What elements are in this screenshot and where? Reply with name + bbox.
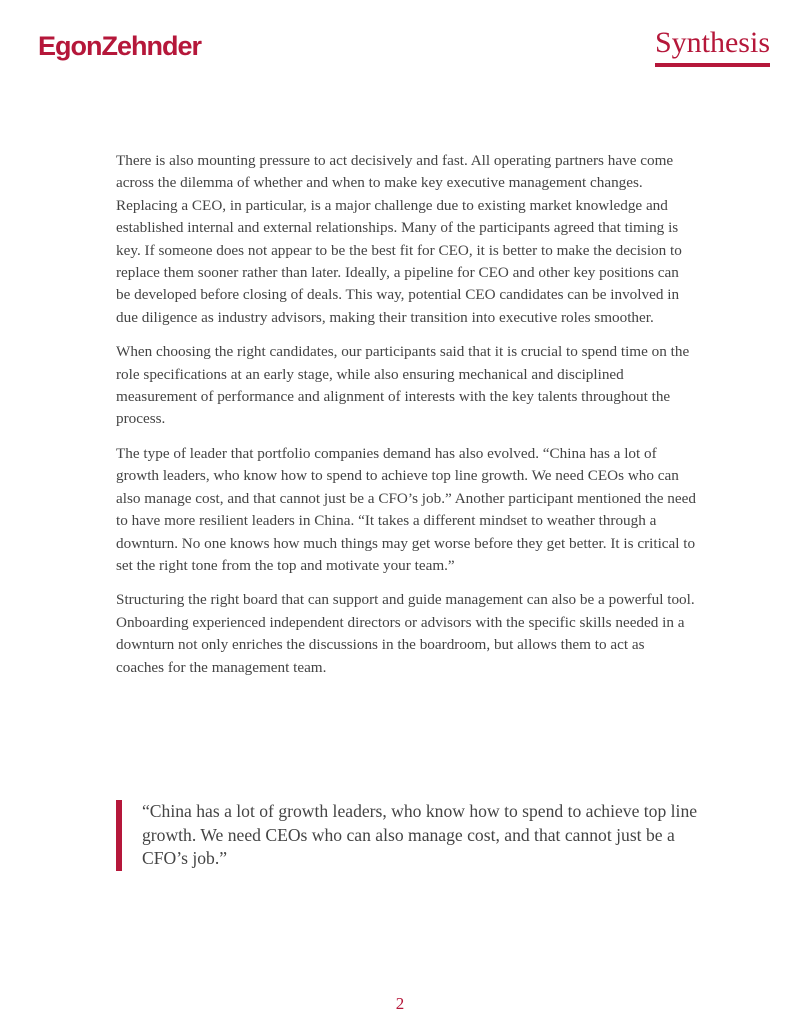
publication-header bbox=[655, 26, 770, 67]
publication-underline bbox=[655, 63, 770, 67]
paragraph: When choosing the right candidates, our participants said that it is crucial to spend time on the role specifications at an early stage, while also ensuring mechanical and disciplined measurement of performance and alignment of interests with the key talents throughout the process. bbox=[116, 343, 690, 428]
publication-title: Synthesis bbox=[654, 26, 770, 59]
paragraph: Structuring the right board that can support and guide management can also be a powerful tool. Onboarding experienced independent directors or advisors with the specific skills needed in a downturn not only enriches the discussions in the boardroom, but allows them to act as coaches for the management team. bbox=[116, 591, 695, 676]
paragraph: There is also mounting pressure to act decisively and fast. All operating partners have come across the dilemma of whether and when to make key executive management changes. Replacing a CEO, in particular, is a major challenge due to existing market knowledge and established internal and external relationships. Many of the participants agreed that timing is key. If someone does not appear to be the best fit for CEO, it is better to make the decision to replace them sooner rather than later. Ideally, a pipeline for CEO and other key positions can be developed before closing of deals. This way, potential CEO candidates can be involved in due diligence as industry advisors, making their transition into executive roles smoother. bbox=[116, 152, 682, 326]
pull-quote bbox=[116, 800, 702, 871]
article-body bbox=[116, 150, 696, 691]
brand-logo: EgonZehnder bbox=[38, 31, 201, 61]
pull-quote-text: “China has a lot of growth leaders, who know how to spend to achieve top line growth. We need CEOs who can also manage cost, and that cannot just be a CFO’s job.” bbox=[142, 801, 698, 868]
page-number: 2 bbox=[395, 994, 405, 1013]
paragraph: The type of leader that portfolio companies demand has also evolved. “China has a lot of growth leaders, who know how to spend to achieve top line growth. We need CEOs who can also manage cost, and that cannot just be a CFO’s job.” Another participant mentioned the need to have more resilient leaders in China. “It takes a different mindset to weather through a downturn. No one knows how much things may get worse before they get better. It is critical to set the right tone from the top and motivate your team.” bbox=[116, 444, 696, 574]
